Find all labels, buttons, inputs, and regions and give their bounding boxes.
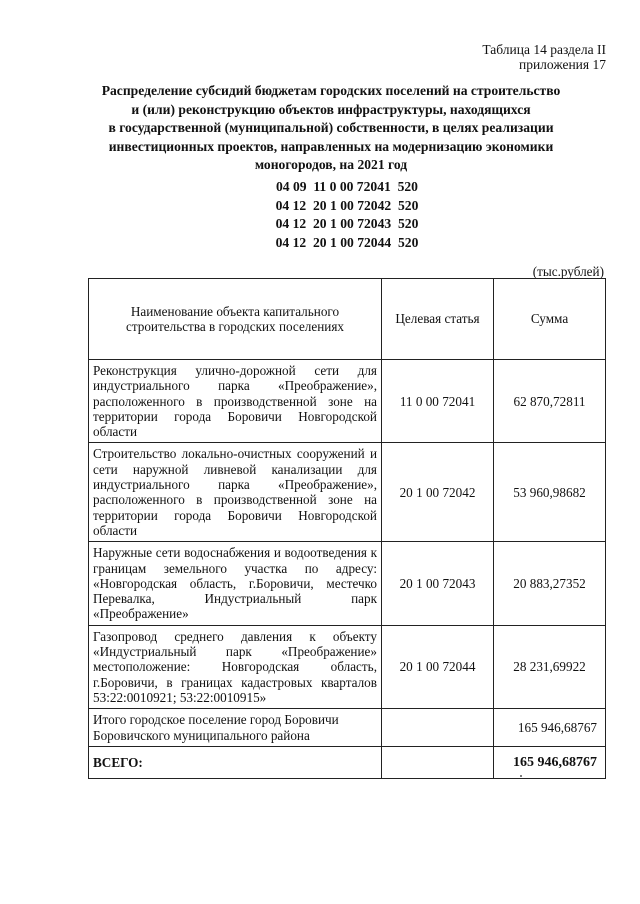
- column-header-amount: Сумма: [494, 279, 606, 360]
- table-reference-line-2: приложения 17: [518, 57, 606, 72]
- grand-total-label-cell: ВСЕГО:: [89, 746, 382, 778]
- title-line: и (или) реконструкцию объектов инфраструктуры, находящихся: [131, 101, 531, 117]
- scan-speck: [520, 775, 522, 777]
- title-line: в государственной (муниципальной) собственности, в целях реализации: [108, 120, 554, 135]
- subtotal-amount-cell: 165 946,68767: [494, 709, 606, 747]
- target-article-cell: 20 1 00 72044: [382, 625, 494, 708]
- budget-code: 04 09 11 0 00 72041 520: [276, 179, 418, 194]
- table-row: [89, 443, 606, 542]
- target-article-cell: 11 0 00 72041: [382, 360, 494, 443]
- target-article-cell: 20 1 00 72042: [382, 443, 494, 542]
- target-article-cell: 20 1 00 72043: [382, 542, 494, 625]
- amount-cell: 20 883,27352: [494, 542, 606, 625]
- object-name-cell: Газопровод среднего давления к объекту «Индустриальный парк «Преображение» местоположение: Новгородская область, г.Боровичи, в границах кадастровых кварталов 53:22:0010921; 53:22:0010915»: [89, 625, 382, 708]
- grand-total-row: [89, 746, 606, 778]
- amount-cell: 28 231,69922: [494, 625, 606, 708]
- table-row: [89, 360, 606, 443]
- column-header-name: Наименование объекта капитального строительства в городских поселениях: [89, 279, 382, 360]
- column-header-article: Целевая статья: [382, 279, 494, 360]
- amount-cell: 62 870,72811: [494, 360, 606, 443]
- grand-total-article-cell: [382, 746, 494, 778]
- title-line: моногородов, на 2021 год: [254, 157, 408, 172]
- object-name-cell: Реконструкция улично-дорожной сети для индустриального парка «Преображение», расположенного в производственной зоне на территории города Боровичи Новгородской области: [89, 360, 382, 443]
- subtotal-name-cell: Итого городское поселение город Боровичи Боровичского муниципального района: [89, 709, 382, 747]
- amount-cell: 53 960,98682: [494, 443, 606, 542]
- title-line: Распределение субсидий бюджетам городских поселений на строительство: [101, 83, 561, 98]
- table-header-row: [89, 279, 606, 360]
- title-line: инвестиционных проектов, направленных на модернизацию экономики: [108, 138, 554, 154]
- table-row: [89, 542, 606, 625]
- units-label: (тыс.рублей): [532, 264, 604, 279]
- document-title: [40, 82, 622, 175]
- budget-code: 04 12 20 1 00 72042 520: [275, 197, 419, 213]
- grand-total-amount-cell: 165 946,68767: [494, 746, 606, 778]
- subsidy-table: [88, 278, 606, 779]
- budget-code: 04 12 20 1 00 72044 520: [275, 234, 419, 250]
- table-reference: [482, 42, 606, 72]
- subtotal-article-cell: [382, 709, 494, 747]
- object-name-cell: Наружные сети водоснабжения и водоотведения к границам земельного участка по адресу: «Новгородская область, г.Боровичи, местечко Перевалка, Индустриальный парк «Преображение»: [89, 542, 382, 625]
- table-reference-line-1: Таблица 14 раздела II: [482, 42, 606, 57]
- table-row: [89, 625, 606, 708]
- object-name-cell: Строительство локально-очистных сооружений и сети наружной ливневой канализации для индустриального парка «Преображение», расположенного в производственной зоне на территории города Боровичи Новгородской области: [89, 443, 382, 542]
- subtotal-row: [89, 709, 606, 747]
- budget-code: 04 12 20 1 00 72043 520: [275, 216, 419, 231]
- budget-codes: [0, 178, 640, 252]
